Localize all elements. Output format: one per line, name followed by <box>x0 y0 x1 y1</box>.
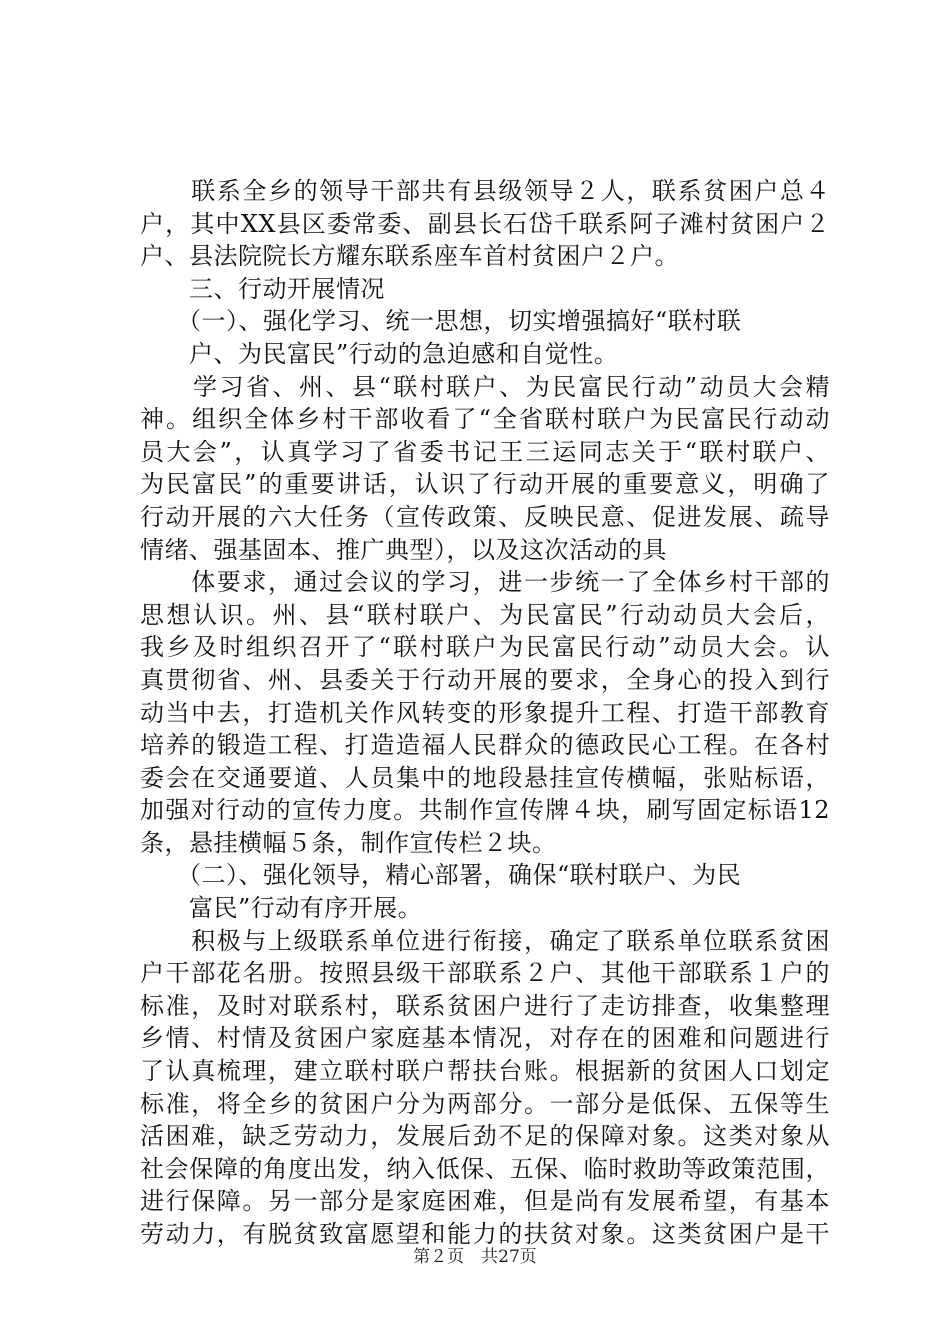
text-line: 神。组织全体乡村干部收看了“全省联村联户为民富民行动动 <box>140 405 830 434</box>
text-line: 为民富民”的重要讲话，认识了行动开展的重要意义，明确了 <box>140 470 830 499</box>
text-line: 条，悬挂横幅５条，制作宣传栏２块。 <box>140 828 557 857</box>
text-line: 学习省、州、县“联村联户、为民富民行动”动员大会精 <box>140 372 830 401</box>
text-line: 户、为民富民”行动的急迫感和自觉性。 <box>140 339 619 368</box>
text-line: （二）、强化领导，精心部署，确保“联村联户、为民 <box>140 861 742 890</box>
text-line: 进行保障。另一部分是家庭困难，但是尚有发展希望，有基本 <box>140 1187 830 1216</box>
text-line: 动当中去，打造机关作风转变的形象提升工程、打造干部教育 <box>140 698 830 727</box>
text-line: 户、县法院院长方耀东联系座车首村贫困户２户。 <box>140 242 679 271</box>
text-line: 乡情、村情及贫困户家庭基本情况，对存在的困难和问题进行 <box>140 1024 830 1053</box>
text-line: 社会保障的角度出发，纳入低保、五保、临时救助等政策范围， <box>140 1154 830 1183</box>
text-line: 思想认识。州、县“联村联户、为民富民”行动动员大会后， <box>140 600 830 629</box>
text-line: 我乡及时组织召开了“联村联户为民富民行动”动员大会。认 <box>140 633 830 662</box>
text-line: 加强对行动的宣传力度。共制作宣传牌４块，刷写固定标语12 <box>140 796 830 825</box>
text-line: 户干部花名册。按照县级干部联系２户、其他干部联系１户的 <box>140 959 830 988</box>
document-body <box>140 175 830 1251</box>
text-line: 活困难，缺乏劳动力，发展后劲不足的保障对象。这类对象从 <box>140 1122 830 1151</box>
text-line: 委会在交通要道、人员集中的地段悬挂宣传横幅，张贴标语， <box>140 763 830 792</box>
text-line: 了认真梳理，建立联村联户帮扶台账。根据新的贫困人口划定 <box>140 1057 830 1086</box>
text-line: 员大会”，认真学习了省委书记王三运同志关于“联村联户、 <box>140 437 830 466</box>
text-line: 户，其中XX县区委常委、副县长石岱千联系阿子滩村贫困户２ <box>140 209 830 238</box>
text-line: 体要求，通过会议的学习，进一步统一了全体乡村干部的 <box>140 568 830 597</box>
text-line: 富民”行动有序开展。 <box>140 894 423 923</box>
text-line: 行动开展的六大任务（宣传政策、反映民意、促进发展、疏导 <box>140 502 830 531</box>
text-line: 劳动力，有脱贫致富愿望和能力的扶贫对象。这类贫困户是干 <box>140 1220 830 1248</box>
text-line: 情绪、强基固本、推广典型），以及这次活动的具 <box>140 535 667 564</box>
text-line: 三、行动开展情况 <box>140 274 385 303</box>
text-line: 培养的锻造工程、打造造福人民群众的德政民心工程。在各村 <box>140 731 830 760</box>
text-line: 标准，将全乡的贫困户分为两部分。一部分是低保、五保等生 <box>140 1089 830 1118</box>
text-line: 标准，及时对联系村，联系贫困户进行了走访排查，收集整理 <box>140 991 830 1020</box>
text-line: （一）、强化学习、统一思想，切实增强搞好“联村联 <box>140 307 742 336</box>
text-line: 积极与上级联系单位进行衔接，确定了联系单位联系贫困 <box>140 926 830 955</box>
text-line: 联系全乡的领导干部共有县级领导２人，联系贫困户总４ <box>140 177 830 205</box>
text-line: 真贯彻省、州、县委关于行动开展的要求，全身心的投入到行 <box>140 665 830 694</box>
page-footer: 第２页 共27页 <box>413 1247 537 1267</box>
